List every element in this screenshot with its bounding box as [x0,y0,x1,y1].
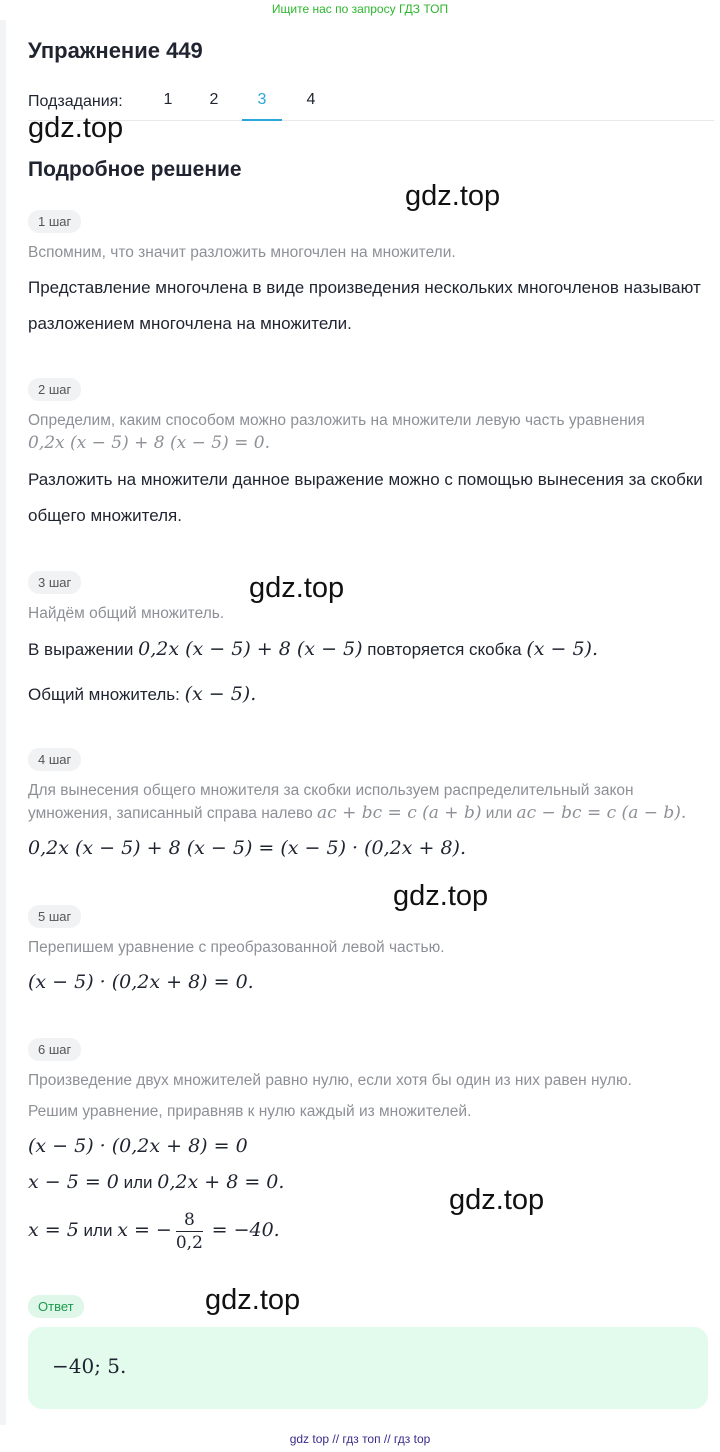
math-expression: 0,2x + 8 = 0. [157,1171,285,1193]
step-badge: 4 шаг [28,748,81,771]
subtask-tabs [28,90,714,121]
tab-subtask-1[interactable]: 1 [163,91,173,108]
step-line [28,676,712,713]
step-hint: Вспомним, что значит разложить многочлен на множители. [28,244,456,261]
step-3 [28,571,712,713]
step-hint-text: Для вынесения общего множителя за скобки используем распределительный закон умножения, записанный справа налево [28,782,634,822]
tab-subtask-3[interactable]: 3 [242,91,282,121]
step-line [28,1169,712,1196]
step-line [28,1206,712,1255]
step-2 [28,378,712,534]
watermark: gdz.top [249,572,345,604]
watermark: gdz.top [28,112,124,144]
step-hint: Найдём общий множитель. [28,605,225,622]
math-expression: (x − 5). [526,638,599,660]
step-badge: 1 шаг [28,210,81,233]
step-1 [28,210,712,342]
math-expression: ac − bc = c (a − b). [516,803,687,823]
step-text: или [123,1173,153,1192]
step-hint-math: 0,2x (x − 5) + 8 (x − 5) = 0. [28,433,271,453]
tab-subtask-2[interactable]: 2 [209,91,219,108]
fraction [176,1209,203,1254]
subtasks-label: Подзадания: [28,93,123,110]
watermark: gdz.top [205,1284,301,1316]
step-badge: 2 шаг [28,378,81,401]
step-hint: Перепишем уравнение с преобразованной левой частью. [28,939,445,956]
fraction-denominator: 0,2 [175,1233,203,1254]
math-expression: (x − 5). [184,683,257,705]
step-text: Представление многочлена в виде произведения нескольких многочленов называют разложением многочлена на множители. [28,278,701,333]
step-6 [28,1038,712,1255]
step-line [28,631,712,668]
step-hint: Определим, каким способом можно разложить на множители левую часть уравнения [28,412,645,429]
fraction-numerator: 8 [176,1209,203,1232]
math-expression: x = − [117,1219,172,1241]
step-5 [28,905,712,993]
watermark: gdz.top [405,180,501,212]
step-4 [28,748,712,859]
math-expression: x = 5 [28,1219,79,1241]
math-expression: = −40. [211,1219,280,1241]
math-expression: 0,2x (x − 5) + 8 (x − 5) [138,638,363,660]
step-text: Общий множитель: [28,685,180,704]
top-banner: Ищите нас по запросу ГДЗ ТОП [271,2,449,16]
page-title: Упражнение 449 [28,38,203,63]
step-hint: Решим уравнение, приравняв к нулю каждый из множителей. [28,1103,472,1120]
step-text: Разложить на множители данное выражение можно с помощью вынесения за скобки общего множителя. [28,470,703,525]
step-badge: 3 шаг [28,571,81,594]
step-hint-text: или [485,805,513,822]
step-text: или [83,1221,113,1240]
answer-badge: Ответ [28,1295,84,1318]
step-badge: 6 шаг [28,1038,81,1061]
math-expression: (x − 5) · (0,2x + 8) = 0 [28,1135,248,1157]
tab-subtask-4[interactable]: 4 [306,91,316,108]
exercise-card [6,20,720,1425]
watermark: gdz.top [393,880,489,912]
step-text: повторяется скобка [367,640,522,659]
answer-section [28,1295,712,1318]
footer-links[interactable]: gdz top // гдз топ // гдз top [289,1432,431,1446]
answer-box [28,1327,708,1409]
watermark: gdz.top [449,1184,545,1216]
math-expression: ac + bc = c (a + b) [317,803,482,823]
step-text: В выражении [28,640,134,659]
math-expression: (x − 5) · (0,2x + 8) = 0. [28,971,254,993]
step-hint [28,780,712,825]
answer-value: −40; 5. [52,1354,127,1378]
step-badge: 5 шаг [28,905,81,928]
math-expression: 0,2x (x − 5) + 8 (x − 5) = (x − 5) · (0,2x + 8). [28,837,466,859]
math-expression: x − 5 = 0 [28,1171,119,1193]
step-hint: Произведение двух множителей равно нулю, если хотя бы один из них равен нулю. [28,1072,632,1089]
section-title: Подробное решение [28,158,242,181]
